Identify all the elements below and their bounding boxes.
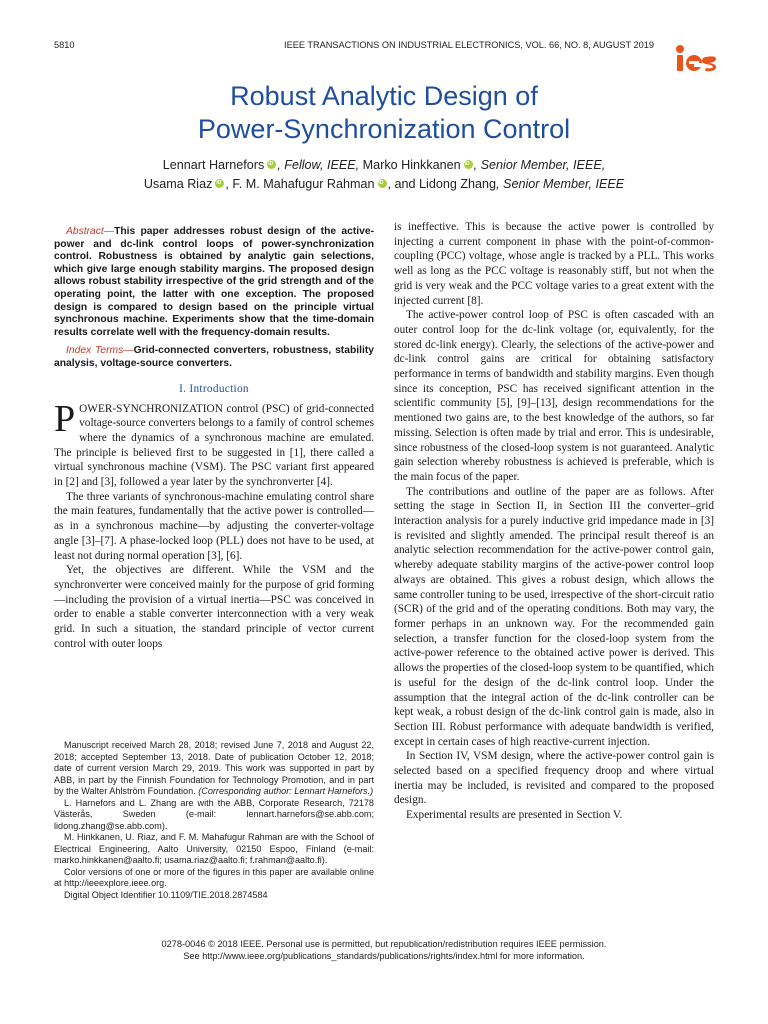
first-page-footnote bbox=[54, 740, 374, 901]
author-name: , F. M. Mahafugur Rahman bbox=[225, 177, 375, 191]
corresponding-author: (Corresponding author: Lennart Harnefors.) bbox=[198, 786, 374, 796]
paragraph: Experimental results are presented in Section V. bbox=[406, 809, 623, 822]
drop-cap: P bbox=[54, 397, 76, 440]
copyright-line-2: See http://www.ieee.org/publications_standards/publications/rights/index.html for more information. bbox=[183, 951, 585, 961]
author-grade: , Senior Member, IEEE, bbox=[473, 158, 606, 172]
orcid-icon[interactable] bbox=[215, 179, 224, 188]
paragraph: Yet, the objectives are different. While the VSM and the synchronverter were conceived mainly for the purpose of grid forming—including the provision of a virtual inertia—PSC was conceived in order to enable a stable converter interconnection with a very weak grid. In such a situation, the standard principle of vector current control with outer loops bbox=[54, 564, 374, 650]
abstract-label: Abstract— bbox=[66, 226, 115, 237]
paragraph: The three variants of synchronous-machine emulating control share the main features, fundamentally that the active power is controlled—as in a synchronous machine—by adjusting the converter-voltage angle [3]–[7]. A phase-locked loop (PLL) does not have to be used, at least not during normal operation [3], [6]. bbox=[54, 490, 374, 562]
title-line-1: Robust Analytic Design of bbox=[230, 81, 538, 111]
journal-citation: IEEE TRANSACTIONS ON INDUSTRIAL ELECTRONICS, VOL. 66, NO. 8, AUGUST 2019 bbox=[284, 40, 654, 50]
copyright-line-1: 0278-0046 © 2018 IEEE. Personal use is permitted, but republication/redistribution requires IEEE permission. bbox=[161, 939, 607, 949]
copyright-notice bbox=[0, 938, 768, 962]
footnote-affiliation-abb: L. Harnefors and L. Zhang are with the ABB, Corporate Research, 72178 Västerås, Sweden (e-mail: lennart.harnefors@se.abb.com; lidong.zhang@se.abb.com). bbox=[54, 797, 374, 831]
orcid-icon[interactable] bbox=[378, 179, 387, 188]
author-list bbox=[0, 156, 768, 194]
index-terms bbox=[54, 345, 374, 370]
author-grade: , Fellow, IEEE, bbox=[277, 158, 360, 172]
title-line-2: Power-Synchronization Control bbox=[197, 114, 571, 144]
authors-line-2 bbox=[0, 175, 768, 194]
footnote-manuscript bbox=[54, 740, 374, 798]
ies-logo-icon bbox=[672, 44, 720, 74]
author-name: Marko Hinkkanen bbox=[359, 158, 461, 172]
author-name: Usama Riaz bbox=[143, 177, 213, 191]
page-number: 5810 bbox=[54, 40, 75, 50]
paragraph-text: OWER-SYNCHRONIZATION control (PSC) of grid-connected voltage-source converters belongs to a family of control schemes where the dynamics of a synchronous machine are emulated. The principle is believed first to be suggested in [1], there called a virtual synchronous machine (VSM). The PSC variant first appeared in [2] and [3], followed a year later by the synchronverter [4]. bbox=[54, 402, 374, 489]
index-terms-label: Index Terms— bbox=[66, 345, 134, 357]
paragraph: is ineffective. This is because the active power is controlled by injecting a current component in phase with the point-of-common-coupling (PCC) voltage, whose angle is tracked by a PLL. This works well as long as the PCC voltage is reasonably stiff, but not when the grid is very weak and the PCC voltage varies to a great extent with the injected current [8]. bbox=[394, 221, 714, 307]
author-name: Lennart Harnefors bbox=[162, 158, 265, 172]
right-column bbox=[394, 220, 714, 823]
authors-line-1 bbox=[0, 156, 768, 175]
footnote-color-versions: Color versions of one or more of the figures in this paper are available online at http://ieeexplore.ieee.org. bbox=[54, 866, 374, 888]
author-grade: , Senior Member, IEEE bbox=[496, 177, 625, 191]
paper-title bbox=[0, 80, 768, 146]
index-terms-text: Grid-connected converters, robustness, stability analysis, voltage-source converters. bbox=[54, 345, 374, 369]
paragraph: The contributions and outline of the paper are as follows. After setting the stage in Section II, in Section III the converter–grid interaction analysis for a purely inductive grid impedance made in [3] is revisited and slightly amended. The principal result thereof is an analytic selection recommendation for the active-power control gain, whereby adequate stability margins of the active-power control loop always are obtained. This gives a robust design, which allows the same controller tuning to be used, irrespective of the short-circuit ratio (SCR) of the grid and of the operating conditions. Both may vary, the former perhaps in an unknown way. For the recommended gain selection, a transfer function for the closed-loop system from the active-power reference to the obtained active power is derived. This allows the properties of the closed-loop system to be quantified, which is useful for the design of the dc-link control loop. Under the assumption that the integral action of the dc-link controller can be kept weak, a robust design of the dc-link control gain is made, also in Section III. Robust performance with adequate bandwidth is verified, except in certain cases of high reactive-current injection. bbox=[394, 485, 714, 748]
paragraph bbox=[54, 397, 374, 490]
footnote-affiliation-aalto: M. Hinkkanen, U. Riaz, and F. M. Mahafugur Rahman are with the School of Electrical Engineering, Aalto University, 02150 Espoo, Finland (e-mail: marko.hinkkanen@aalto.fi; usama.riaz@aalto.fi; f.rahman@aalto.fi). bbox=[54, 832, 374, 865]
orcid-icon[interactable] bbox=[267, 160, 276, 169]
author-name: , and Lidong Zhang bbox=[387, 177, 497, 191]
introduction-body bbox=[54, 397, 374, 652]
section-heading-introduction: I. Introduction bbox=[179, 382, 249, 395]
paragraph: In Section IV, VSM design, where the active-power control gain is selected based on a specified frequency droop and where virtual inertia may be included, is revisited and compared to the proposed design. bbox=[394, 750, 714, 807]
abstract-text: This paper addresses robust design of the active-power and dc-link control loops of power-synchronization control. Robustness is obtained by analytic gain selections, which give large enough stability margins. The proposed design allows robust stability irrespective of the grid strength and of the operating point, the latter with one exception. The proposed design is compared to design based on the principle virtual synchronous machine. Experiments show that the time-domain results correlate well with the frequency-domain results. bbox=[54, 226, 374, 338]
paragraph: The active-power control loop of PSC is often cascaded with an outer control loop for the dc-link voltage (or, equivalently, for the stored dc-link energy). Clearly, the selections of the active-power and dc-link control gains are critical for obtaining satisfactory performance in terms of bandwidth and stability margins. Even though since its conception, PSC has received significant attention in the scientific community [5], [9]–[13], design recommendations for the mentioned two gains are, to the best knowledge of the authors, so far missing. Selection is often made by trial and error. This is undesirable, since robustness of the closed-loop system is not guaranteed. Analytic gain selection whereby robustness is achieved is preferable, which is the main focus of the paper. bbox=[394, 309, 714, 483]
footnote-doi: Digital Object Identifier 10.1109/TIE.2018.2874584 bbox=[64, 889, 268, 900]
left-column bbox=[54, 226, 374, 651]
orcid-icon[interactable] bbox=[464, 160, 473, 169]
abstract bbox=[54, 226, 374, 339]
footnote-text: Manuscript received March 28, 2018; revised June 7, 2018 and August 22, 2018; accepted September 13, 2018. Date of publication October 12, 2018; date of current version March 29, 2019. This work was supported in part by ABB, in part by the Finnish Foundation for Technology Promotion, and in part by the Walter Ahlström Foundation. bbox=[54, 740, 374, 796]
